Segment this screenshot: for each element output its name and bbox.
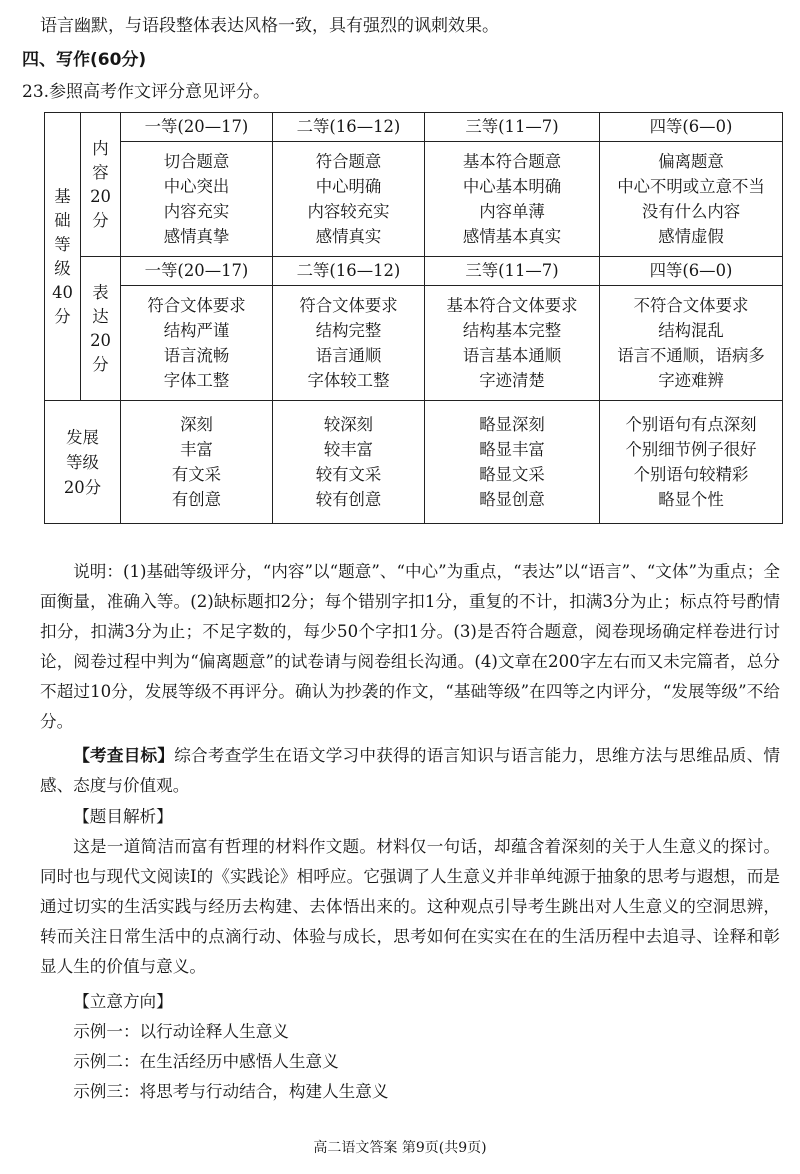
objective-text: [40, 741, 780, 801]
content-grade-1: 切合题意 中心突出 内容充实 感情真挚: [121, 142, 273, 257]
example-line: 示例一：以行动诠释人生意义: [73, 1022, 289, 1041]
grading-table: [44, 112, 783, 524]
objective-paragraph: [40, 741, 780, 801]
basic-level-label: 基 础 等 级 40 分: [45, 113, 81, 401]
example-line: 示例三：将思考与行动结合，构建人生意义: [73, 1082, 389, 1101]
content-grade-4: 偏离题意 中心不明或立意不当 没有什么内容 感情虚假: [600, 142, 783, 257]
example-line: 示例二：在生活经历中感悟人生意义: [73, 1052, 339, 1071]
question-23: 23.参照高考作文评分意见评分。: [22, 82, 271, 102]
expression-grade-4: 不符合文体要求 结构混乱 语言不通顺，语病多 字迹难辨: [600, 286, 783, 401]
direction-section: [40, 987, 780, 1107]
content-grade-3: 基本符合题意 中心基本明确 内容单薄 感情基本真实: [425, 142, 600, 257]
section-heading: 四、写作(60分): [22, 50, 147, 70]
analysis-paragraph: [40, 802, 780, 982]
expression-grade-3: 基本符合文体要求 结构基本完整 语言基本通顺 字迹清楚: [425, 286, 600, 401]
development-grade-4: 个别语句有点深刻 个别细节例子很好 个别语句较精彩 略显个性: [600, 401, 783, 524]
development-grade-3: 略显深刻 略显丰富 略显文采 略显创意: [425, 401, 600, 524]
direction-tag: 【立意方向】: [73, 992, 173, 1011]
grade-header: 四等(6—0): [600, 257, 783, 286]
grade-header: 四等(6—0): [600, 113, 783, 142]
grade-header: 二等(16—12): [273, 113, 425, 142]
development-grade-2: 较深刻 较丰富 较有文采 较有创意: [273, 401, 425, 524]
expression-label: 表 达 20 分: [81, 257, 121, 401]
content-grade-2: 符合题意 中心明确 内容较充实 感情真实: [273, 142, 425, 257]
grade-header: 三等(11—7): [425, 113, 600, 142]
intro-line: 语言幽默，与语段整体表达风格一致，具有强烈的讽刺效果。: [40, 16, 499, 36]
objective-body: 综合考查学生在语文学习中获得的语言知识与语言能力，思维方法与思维品质、情感、态度与价值观。: [40, 746, 781, 795]
content-label: 内 容 20 分: [81, 113, 121, 257]
grade-header: 三等(11—7): [425, 257, 600, 286]
grade-header: 二等(16—12): [273, 257, 425, 286]
grade-header: 一等(20—17): [121, 257, 273, 286]
objective-tag: 【考查目标】: [73, 746, 175, 765]
expression-grade-2: 符合文体要求 结构完整 语言通顺 字体较工整: [273, 286, 425, 401]
explanation-paragraph: [40, 557, 780, 737]
analysis-text: 这是一道简洁而富有哲理的材料作文题。材料仅一句话，却蕴含着深刻的关于人生意义的探讨。同时也与现代文阅读Ⅰ的《实践论》相呼应。它强调了人生意义并非单纯源于抽象的思考与遐想，而是通过切实的生活实践与经历去构建、去体悟出来的。这种观点引导考生跳出对人生意义的空洞思辨，转而关注日常生活中的点滴行动、体验与成长，思考如何在实实在在的生活历程中去追寻、诠释和彰显人生的价值与意义。: [40, 837, 780, 976]
grade-header: 一等(20—17): [121, 113, 273, 142]
development-level-label: 发展 等级 20分: [45, 401, 121, 524]
development-grade-1: 深刻 丰富 有文采 有创意: [121, 401, 273, 524]
analysis-tag: 【题目解析】: [73, 807, 173, 826]
page-footer: 高二语文答案 第9页(共9页): [313, 1140, 487, 1156]
explanation-text: 说明：(1)基础等级评分，“内容”以“题意”、“中心”为重点，“表达”以“语言”、“文体”为重点；全面衡量，准确入等。(2)缺标题扣2分；每个错别字扣1分，重复的不计，扣满3分为止；标点符号酌情扣分，扣满3分为止；不足字数的，每少50个字扣1分。(3)是否符合题意，阅卷现场确定样卷进行讨论，阅卷过程中判为“偏离题意”的试卷请与阅卷组长沟通。(4)文章在200字左右而又未完篇者，总分不超过10分，发展等级不再评分。确认为抄袭的作文，“基础等级”在四等之内评分，“发展等级”不给分。: [40, 562, 780, 731]
expression-grade-1: 符合文体要求 结构严谨 语言流畅 字体工整: [121, 286, 273, 401]
